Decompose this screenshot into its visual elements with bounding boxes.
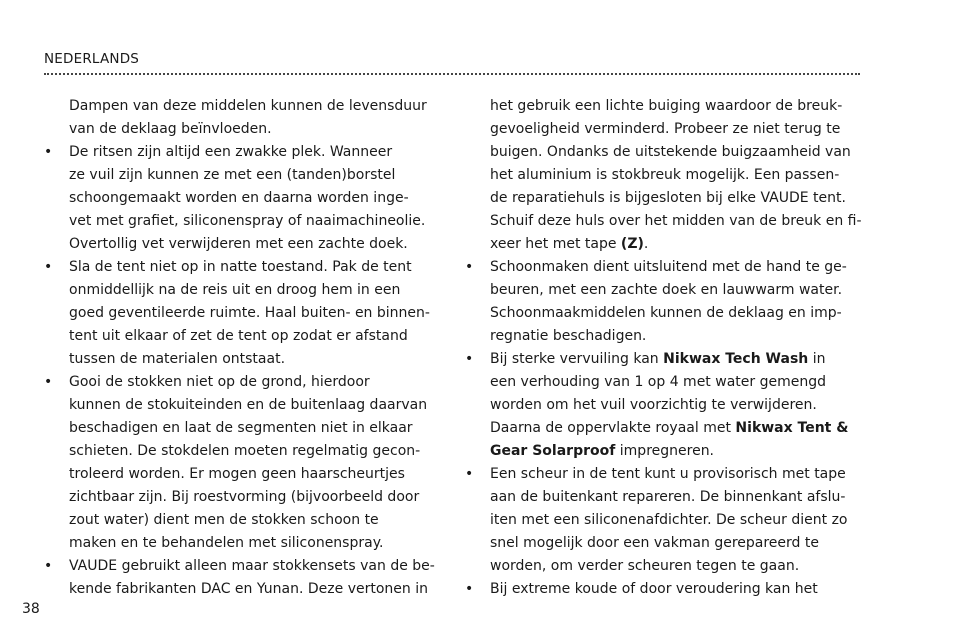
text-run: in [808,351,826,367]
product-name: Nikwax Tech Wash [663,351,809,367]
text-line: Schoonmaken dient uitsluitend met de hand te ge- [490,259,847,275]
text-line [490,348,868,371]
text-run: xeer het met tape [490,236,621,252]
section-header: NEDERLANDS [44,51,140,67]
text-line: van de deklaag beïnvloeden. [69,121,272,137]
text-line [490,233,868,256]
text-line: kunnen de stokuiteinden en de buitenlaag daarvan [69,397,428,413]
text-line: tussen de materialen ontstaat. [69,351,286,367]
product-name: Gear Solarproof [490,443,616,459]
text-line: Schuif deze huls over het midden van de breuk en fi- [490,213,862,229]
text-line: iten met een siliconenafdichter. De scheur dient zo [490,512,848,528]
text-run: . [643,236,649,252]
bullet-icon: • [465,259,474,275]
text-line: het gebruik een lichte buiging waardoor de breuk- [490,98,843,114]
bullet-cleaning [465,256,868,348]
bullet-nikwax [465,348,868,463]
text-line: snel mogelijk door een vakman gerepareerd te [490,535,819,551]
bullet-poles [44,371,447,555]
text-line [490,417,868,440]
bullet-icon: • [465,581,474,597]
bullet-storage [44,256,447,371]
product-name: Nikwax Tent & [735,420,849,436]
text-line: Dampen van deze middelen kunnen de levensduur [69,98,427,114]
bullet-cold [465,578,868,601]
text-line: De ritsen zijn altijd een zwakke plek. Wanneer [69,144,393,160]
page-number: 38 [22,601,40,617]
bullet-pole-sets [44,555,447,601]
continued-paragraph [490,95,868,256]
text-line: kende fabrikanten DAC en Yunan. Deze vertonen in [69,581,428,597]
text-line: beschadigen en laat de segmenten niet in elkaar [69,420,413,436]
figure-reference: (Z) [620,236,644,252]
dotted-divider [44,73,860,75]
bullet-icon: • [465,466,474,482]
text-line: ze vuil zijn kunnen ze met een (tanden)borstel [69,167,396,183]
text-line: Bij extreme koude of door veroudering kan het [490,581,818,597]
text-line: regnatie beschadigen. [490,328,647,344]
text-line: troleerd worden. Er mogen geen haarscheurtjes [69,466,405,482]
left-column [44,95,447,601]
right-column [465,95,868,601]
text-line: aan de buitenkant repareren. De binnenkant afslu- [490,489,846,505]
bullet-zippers [44,141,447,256]
bullet-icon: • [44,144,53,160]
text-line: maken en te behandelen met siliconenspray. [69,535,384,551]
text-line: worden, om verder scheuren tegen te gaan. [490,558,800,574]
text-line: een verhouding van 1 op 4 met water gemengd [490,374,826,390]
text-line: zout water) dient men de stokken schoon te [69,512,379,528]
text-line: Sla de tent niet op in natte toestand. Pak de tent [69,259,412,275]
text-run: Daarna de oppervlakte royaal met [490,420,736,436]
text-line: Een scheur in de tent kunt u provisorisch met tape [490,466,846,482]
intro-paragraph [69,95,447,141]
bullet-icon: • [44,558,53,574]
text-line: buigen. Ondanks de uitstekende buigzaamheid van [490,144,851,160]
text-line: beuren, met een zachte doek en lauwwarm water. [490,282,843,298]
bullet-repair [465,463,868,578]
bullet-icon: • [465,351,474,367]
bullet-icon: • [44,259,53,275]
text-line: VAUDE gebruikt alleen maar stokkensets van de be- [69,558,435,574]
text-line: Gooi de stokken niet op de grond, hierdoor [69,374,370,390]
text-line: schoongemaakt worden en daarna worden inge- [69,190,409,206]
text-line: gevoeligheid verminderd. Probeer ze niet terug te [490,121,841,137]
text-line: worden om het vuil voorzichtig te verwijderen. [490,397,817,413]
text-line: schieten. De stokdelen moeten regelmatig gecon- [69,443,421,459]
text-line: zichtbaar zijn. Bij roestvorming (bijvoorbeeld door [69,489,420,505]
text-line: het aluminium is stokbreuk mogelijk. Een passen- [490,167,840,183]
text-line: Schoonmaakmiddelen kunnen de deklaag en imp- [490,305,842,321]
text-line [490,440,868,463]
text-run: Bij sterke vervuiling kan [490,351,664,367]
text-line: Overtollig vet verwijderen met een zachte doek. [69,236,408,252]
text-line: goed geventileerde ruimte. Haal buiten- en binnen- [69,305,430,321]
text-run: impregneren. [615,443,715,459]
text-line: de reparatiehuls is bijgesloten bij elke VAUDE tent. [490,190,846,206]
text-line: vet met grafiet, siliconenspray of naaimachineolie. [69,213,426,229]
bullet-icon: • [44,374,53,390]
text-line: tent uit elkaar of zet de tent op zodat er afstand [69,328,408,344]
text-line: onmiddellijk na de reis uit en droog hem in een [69,282,401,298]
